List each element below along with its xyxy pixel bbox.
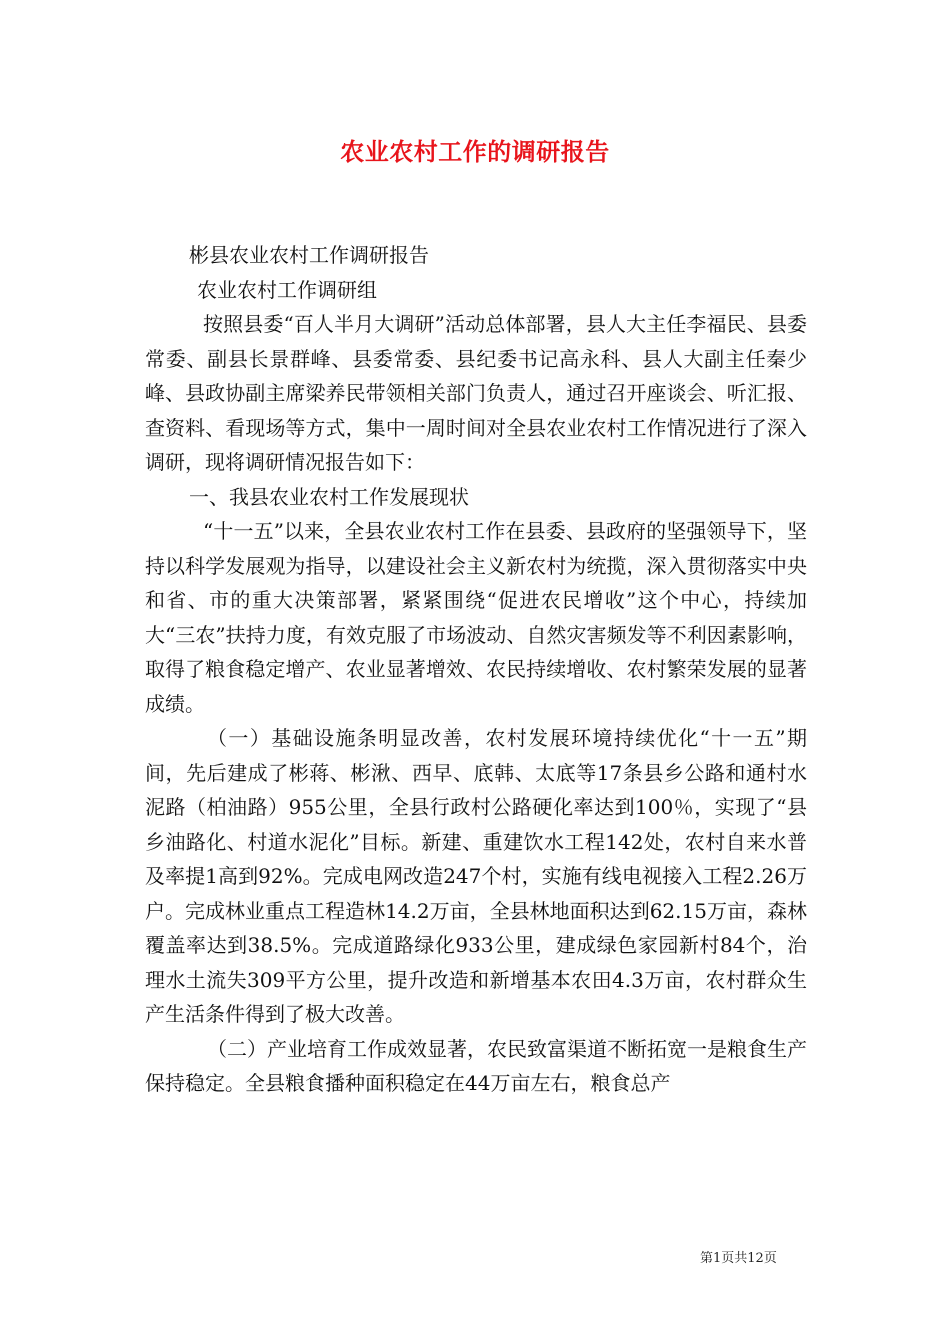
document-body — [145, 238, 807, 1101]
paragraph-industry: （二）产业培育工作成效显著，农民致富渠道不断拓宽一是粮食生产保持稳定。全县粮食播种面积稳定在44万亩左右，粮食总产 — [145, 1036, 807, 1095]
paragraph-author: 农业农村工作调研组 — [197, 277, 377, 302]
page-number-footer: 第1页共12页 — [700, 1251, 777, 1266]
paragraph-status: “十一五”以来，全县农业农村工作在县委、县政府的坚强领导下，坚持以科学发展观为指导，以建设社会主义新农村为统揽，深入贯彻落实中央和省、市的重大决策部署，紧紧围绕“促进农民增收”这个中心，持续加大“三农”扶持力度，有效克服了市场波动、自然灾害频发等不利因素影响，取得了粮食稳定增产、农业显著增效、农民持续增收、农村繁荣发展的显著成绩。 — [145, 519, 807, 716]
paragraph-subtitle: 彬县农业农村工作调研报告 — [189, 243, 429, 267]
paragraph-intro: 按照县委“百人半月大调研”活动总体部署，县人大主任李福民、县委常委、副县长景群峰、县委常委、县纪委书记高永科、县人大副主任秦少峰、县政协副主席梁养民带领相关部门负责人，通过召开座谈会、听汇报、查资料、看现场等方式，集中一周时间对全县农业农村工作情况进行了深入调研，现将调研情况报告如下： — [145, 312, 807, 474]
document-title: 农业农村工作的调研报告 — [340, 137, 610, 166]
section-heading-1: 一、我县农业农村工作发展现状 — [189, 484, 469, 509]
paragraph-infrastructure: （一）基础设施条明显改善，农村发展环境持续优化“十一五”期间，先后建成了彬蒋、彬湫、西早、底韩、太底等17条县乡公路和通村水泥路（柏油路）955公里，全县行政村公路硬化率达到100％，实现了“县乡油路化、村道水泥化”目标。新建、重建饮水工程142处，农村自来水普及率提1高到92%。完成电网改造247个村，实施有线电视接入工程2.26万户。完成林业重点工程造林14.2万亩，全县林地面积达到62.15万亩，森林覆盖率达到38.5%。完成道路绿化933公里，建成绿色家园新村84个，治理水土流失309平方公里，提升改造和新增基本农田4.3万亩，农村群众生产生活条件得到了极大改善。 — [145, 726, 807, 1026]
